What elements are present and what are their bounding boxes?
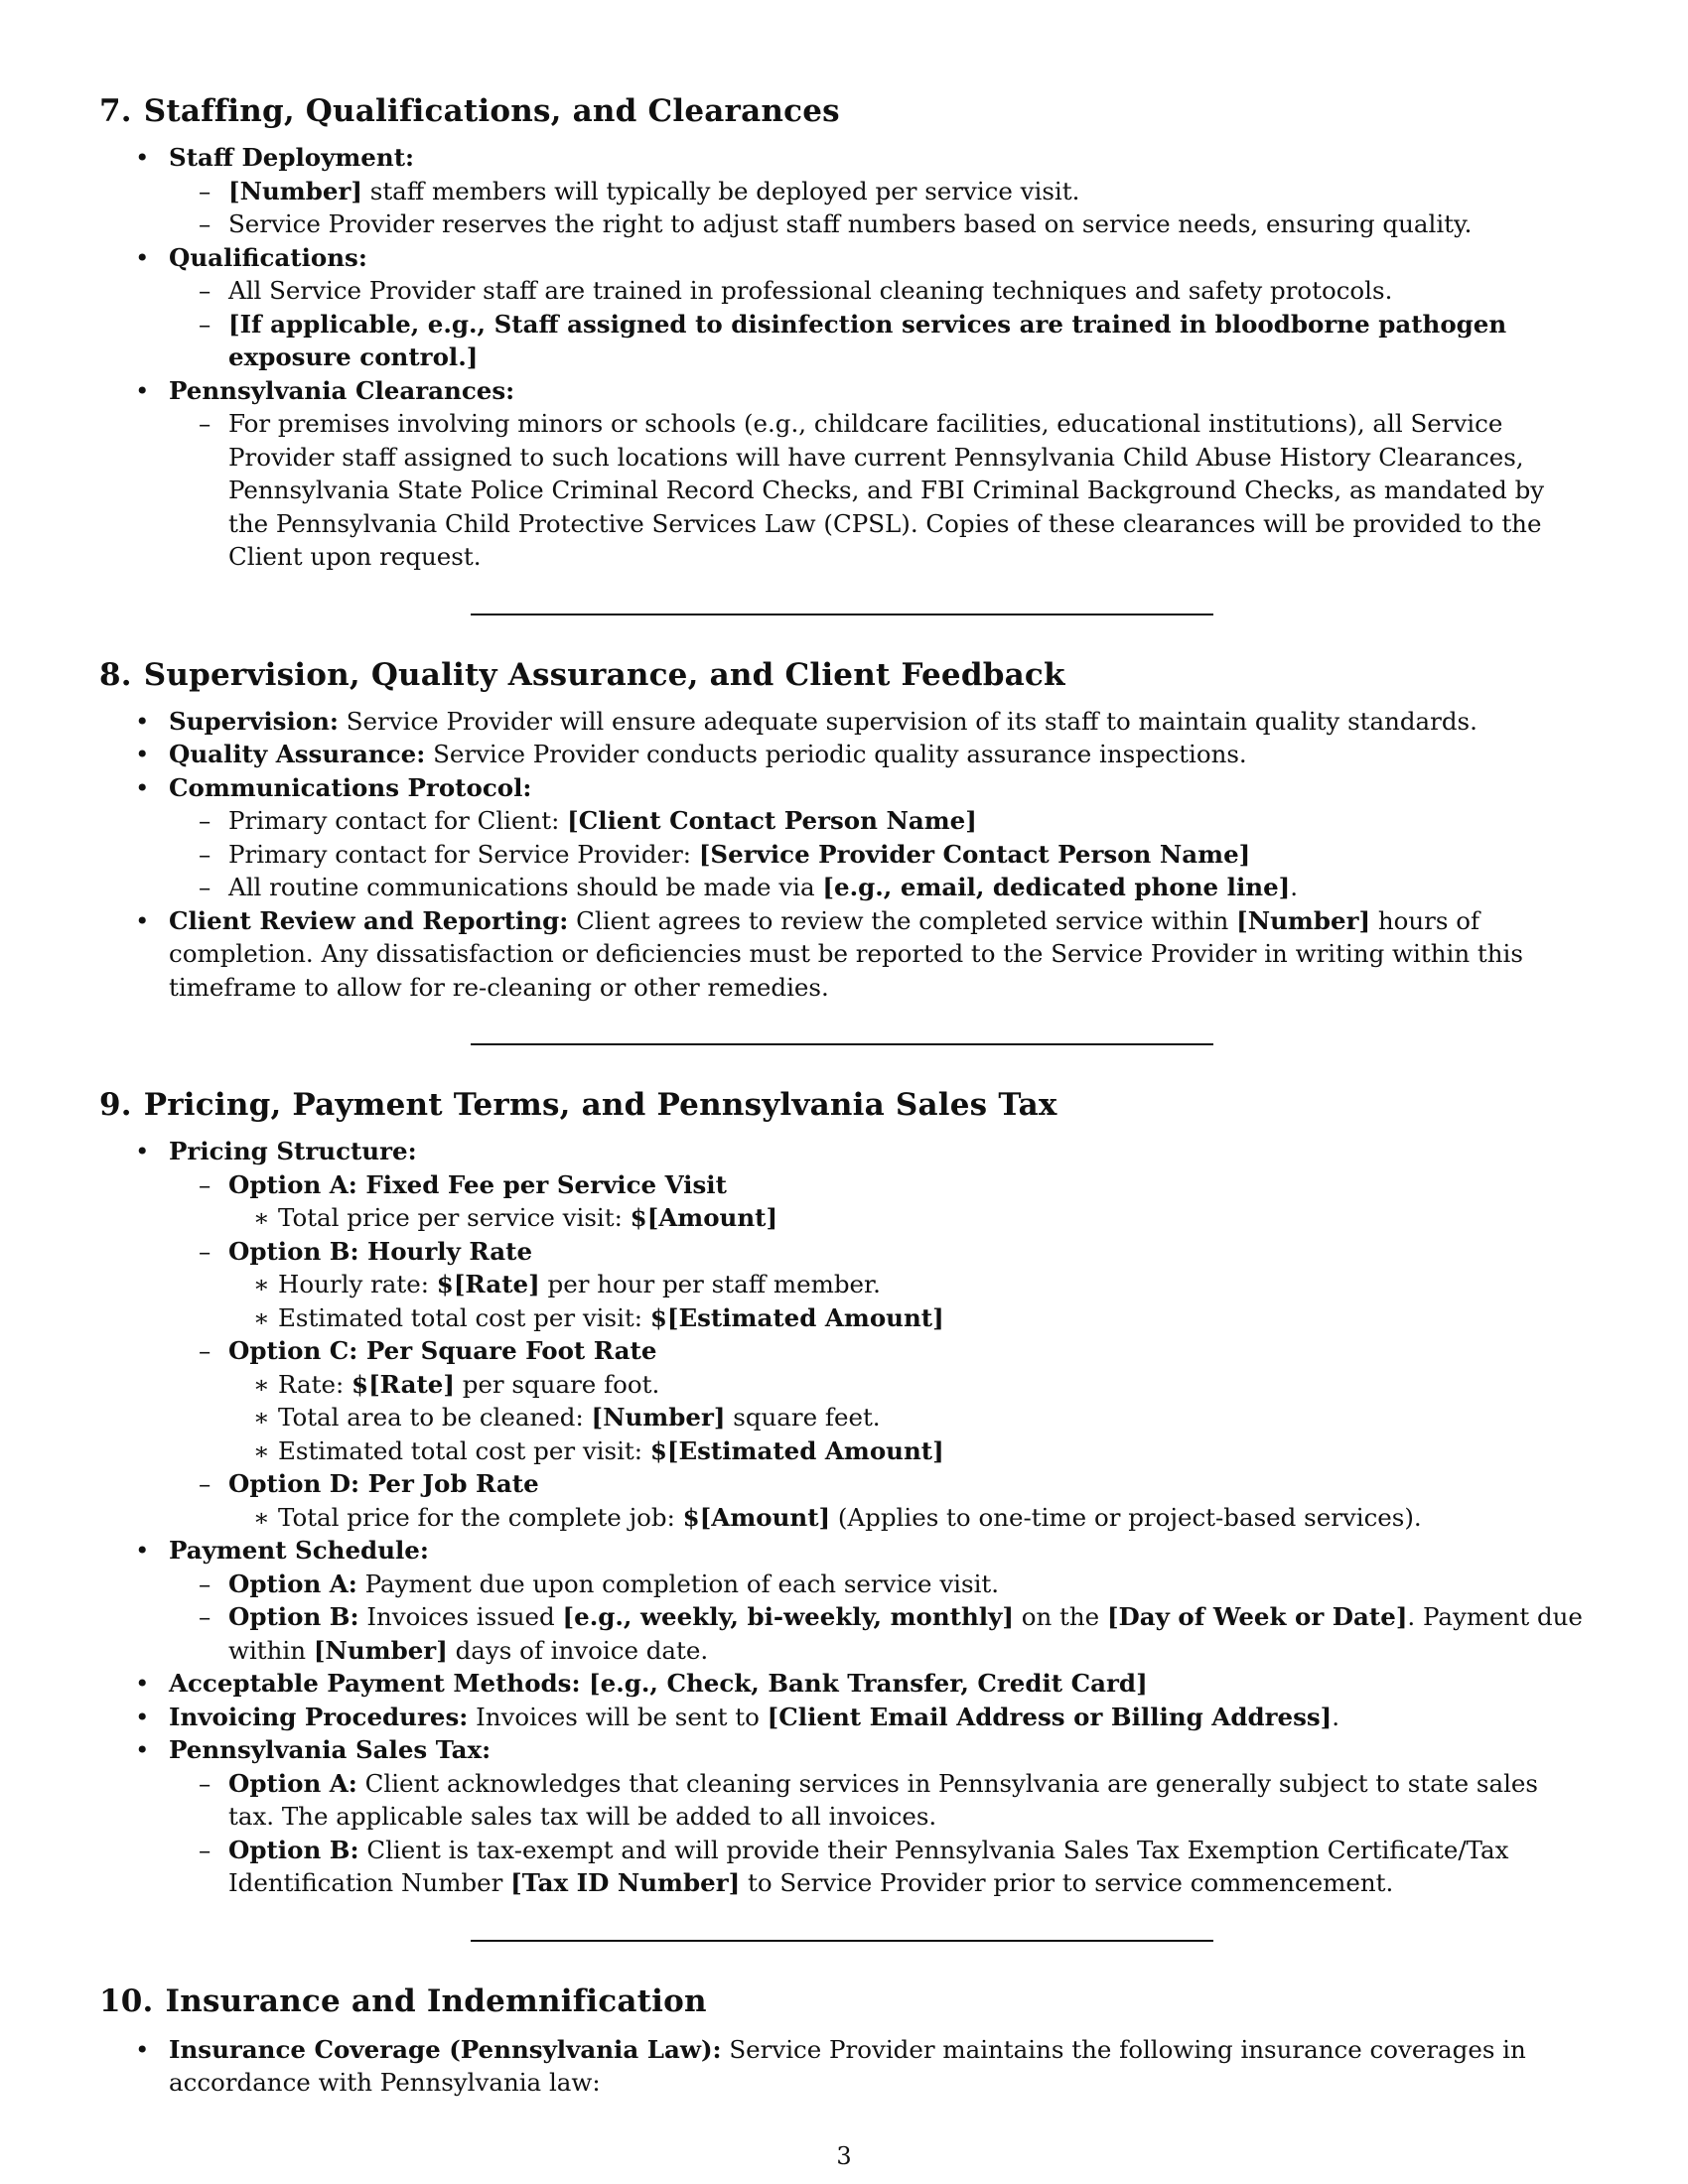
item-label: Staff Deployment: (169, 143, 415, 172)
option-label: Option B: Hourly Rate (228, 1236, 533, 1266)
section-title: Pricing, Payment Terms, and Pennsylvania Sales Tax (143, 1087, 1057, 1123)
section-divider (471, 614, 1213, 615)
item-text: . (1332, 1702, 1340, 1731)
section-title: Staffing, Qualifications, and Clearances (143, 93, 840, 129)
placeholder-field: $[Amount] (630, 1203, 778, 1232)
option-label: Option B: (228, 1835, 359, 1864)
list-item (169, 1467, 1589, 1534)
placeholder-field: [Client Email Address or Billing Address] (767, 1702, 1333, 1731)
item-text: Estimated total cost per visit: (278, 1302, 650, 1332)
section-7-list (99, 141, 1589, 574)
list-item (228, 1434, 1589, 1468)
item-text: per square foot. (454, 1369, 660, 1399)
item-label: Quality Assurance: (169, 740, 426, 768)
item-text: days of invoice date. (447, 1635, 709, 1665)
list-item (169, 175, 1589, 208)
item-text: Estimated total cost per visit: (278, 1435, 650, 1465)
option-label: Option D: Per Job Rate (228, 1469, 539, 1498)
item-label: Payment Schedule: (169, 1536, 429, 1565)
page-number: 3 (836, 2142, 852, 2170)
item-label: Insurance Coverage (Pennsylvania Law): (169, 2034, 722, 2064)
section-number: 7. (99, 93, 132, 129)
placeholder-field: [e.g., weekly, bi-weekly, monthly] (562, 1602, 1014, 1631)
placeholder-field: [Service Provider Contact Person Name] (698, 839, 1251, 869)
placeholder-field: [Client Contact Person Name] (567, 806, 977, 835)
list-item (169, 1168, 1589, 1235)
option-label: Option A: Fixed Fee per Service Visit (228, 1169, 727, 1199)
list-item (169, 804, 1589, 838)
placeholder-field: $[Amount] (682, 1502, 831, 1532)
placeholder-field: $[Rate] (436, 1270, 540, 1298)
list-item (169, 308, 1589, 374)
section-divider (471, 1043, 1213, 1045)
item-text: Total price per service visit: (278, 1203, 631, 1232)
item-text: Invoices issued (358, 1602, 563, 1631)
list-item (169, 1834, 1589, 1900)
section-9-list (99, 1135, 1589, 1900)
section-number: 8. (99, 656, 132, 693)
item-text: Client acknowledges that cleaning services in Pennsylvania are generally subject to state sales tax. The applicable sales tax will be added to all invoices. (228, 1768, 1538, 1831)
list-item (169, 207, 1589, 241)
item-label: Invoicing Procedures: (169, 1702, 469, 1731)
list-item (169, 1568, 1589, 1601)
item-text: . (1290, 873, 1299, 901)
option-label: Option B: (228, 1602, 359, 1631)
list-item (99, 771, 1589, 904)
list-item (169, 1600, 1589, 1667)
list-item (99, 241, 1589, 374)
section-7-heading (99, 91, 1589, 131)
item-text: All Service Provider staff are trained in professional cleaning techniques and safety protocols. (228, 276, 1393, 305)
list-item (99, 1701, 1589, 1734)
item-text: For premises involving minors or schools (e.g., childcare facilities, educational institutions), all Service Provider staff assigned to such locations will have current Pennsylvania Child Abuse History Clearances, Pennsylvania State Police Criminal Record Checks, and FBI Criminal Background Checks, as mandated by the Pennsylvania Child Protective Services Law (CPSL). Copies of these clearances will be provided to the Client upon request. (228, 409, 1545, 571)
item-text: Invoices will be sent to (468, 1702, 768, 1731)
list-item (99, 1667, 1589, 1701)
item-label: Acceptable Payment Methods: (169, 1669, 581, 1698)
item-text: hours of completion. Any dissatisfaction or deficiencies must be reported to the Service Provider in writing within this timeframe to allow for re-cleaning or other remedies. (169, 905, 1523, 1002)
page-content (99, 91, 1589, 2100)
option-label: Option C: Per Square Foot Rate (228, 1336, 657, 1365)
item-text: Service Provider conducts periodic quality assurance inspections. (425, 740, 1247, 768)
item-text: square feet. (725, 1403, 881, 1432)
item-label: Pricing Structure: (169, 1137, 417, 1165)
item-text: staff members will typically be deployed per service visit. (361, 176, 1080, 205)
item-text: Rate: (278, 1369, 352, 1399)
item-label: Client Review and Reporting: (169, 905, 569, 935)
list-item (99, 141, 1589, 241)
list-item (99, 2033, 1589, 2100)
list-item (228, 1501, 1589, 1535)
item-text: Service Provider maintains the following insurance coverages in accordance with Pennsylvania law: (169, 2034, 1526, 2097)
item-text: Primary contact for Client: (228, 806, 568, 835)
placeholder-field: [If applicable, e.g., Staff assigned to disinfection services are trained in bloodborne pathogen exposure control.] (228, 309, 1507, 371)
item-label: Pennsylvania Clearances: (169, 375, 515, 405)
item-text: . Payment due within (228, 1602, 1583, 1665)
list-item (228, 1301, 1589, 1335)
list-item (169, 871, 1589, 904)
item-label: Communications Protocol: (169, 772, 532, 802)
item-text: All routine communications should be made via (228, 873, 823, 901)
item-text: Hourly rate: (278, 1270, 437, 1298)
item-text: per hour per staff member. (539, 1270, 881, 1298)
list-item (228, 1201, 1589, 1235)
section-title: Insurance and Indemnification (165, 1982, 707, 2019)
item-label: Pennsylvania Sales Tax: (169, 1735, 492, 1764)
item-text: Service Provider will ensure adequate supervision of its staff to maintain quality standards. (338, 706, 1477, 736)
list-item (99, 904, 1589, 1005)
placeholder-field: [Number] (1236, 905, 1371, 935)
option-label: Option A: (228, 1569, 357, 1598)
placeholder-field: [e.g., email, dedicated phone line] (822, 873, 1291, 901)
placeholder-field: $[Rate] (352, 1369, 455, 1399)
list-item (99, 1534, 1589, 1667)
option-label: Option A: (228, 1768, 357, 1798)
list-item (99, 1733, 1589, 1900)
section-8-list (99, 705, 1589, 1005)
list-item (99, 1135, 1589, 1534)
item-text: on the (1013, 1602, 1107, 1631)
section-divider (471, 1940, 1213, 1942)
item-text: Payment due upon completion of each service visit. (356, 1569, 1000, 1598)
section-title: Supervision, Quality Assurance, and Client Feedback (143, 656, 1065, 693)
placeholder-field: [Number] (313, 1635, 448, 1665)
list-item (169, 1334, 1589, 1467)
item-text: Client is tax-exempt and will provide their Pennsylvania Sales Tax Exemption Certificate/Tax Identification Number (228, 1835, 1509, 1897)
item-label: Qualifications: (169, 242, 367, 272)
placeholder-field: [e.g., Check, Bank Transfer, Credit Card] (580, 1669, 1148, 1698)
section-number: 9. (99, 1087, 132, 1123)
placeholder-field: [Tax ID Number] (510, 1868, 741, 1897)
list-item (169, 1767, 1589, 1834)
section-10-list (99, 2033, 1589, 2100)
placeholder-field: [Day of Week or Date] (1106, 1602, 1408, 1631)
list-item (99, 705, 1589, 739)
list-item (169, 1235, 1589, 1335)
item-text: Primary contact for Service Provider: (228, 839, 699, 869)
item-text: Total area to be cleaned: (278, 1403, 592, 1432)
item-text: Total price for the complete job: (278, 1502, 683, 1532)
placeholder-field: $[Estimated Amount] (649, 1435, 944, 1465)
placeholder-field: [Number] (228, 176, 362, 205)
section-10-heading (99, 1981, 1589, 2021)
list-item (169, 274, 1589, 308)
list-item (228, 1268, 1589, 1301)
section-9-heading (99, 1085, 1589, 1125)
item-label: Supervision: (169, 706, 339, 736)
list-item (169, 407, 1589, 574)
list-item (169, 838, 1589, 872)
item-text: Service Provider reserves the right to adjust staff numbers based on service needs, ensuring quality. (228, 209, 1473, 238)
list-item (99, 374, 1589, 574)
section-8-heading (99, 655, 1589, 695)
item-text: Client agrees to review the completed service within (568, 905, 1237, 935)
section-number: 10. (99, 1982, 154, 2019)
placeholder-field: $[Estimated Amount] (649, 1302, 944, 1332)
item-text: to Service Provider prior to service commencement. (740, 1868, 1394, 1897)
list-item (228, 1368, 1589, 1402)
list-item (228, 1401, 1589, 1434)
list-item (99, 738, 1589, 771)
item-text: (Applies to one-time or project-based services). (830, 1502, 1422, 1532)
placeholder-field: [Number] (591, 1403, 726, 1432)
